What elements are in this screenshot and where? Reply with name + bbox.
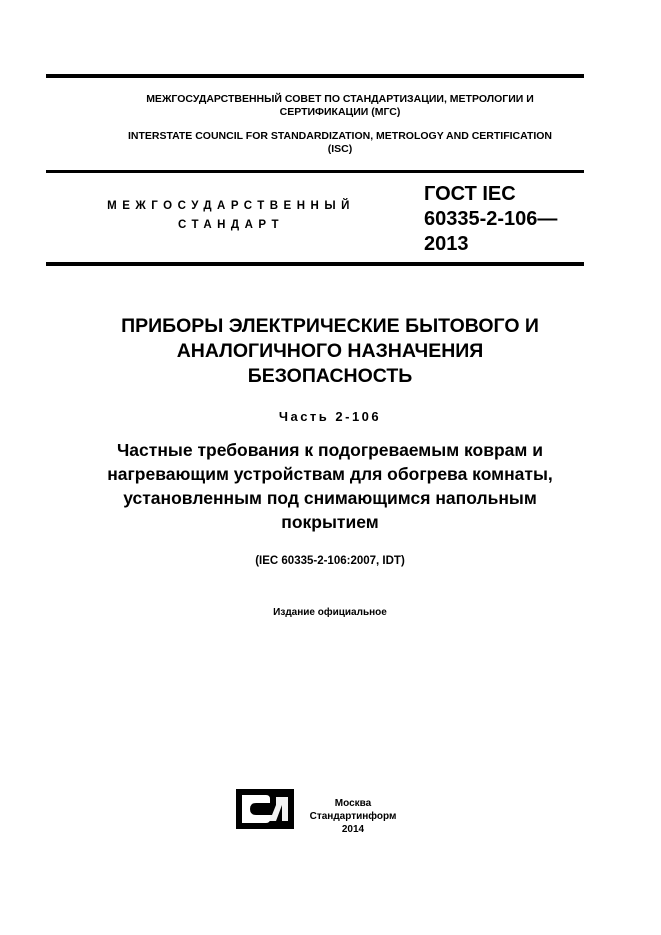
standard-label-line1: МЕЖГОСУДАРСТВЕННЫЙ [107,200,355,212]
council-en-line1: INTERSTATE COUNCIL FOR STANDARDIZATION, METROLOGY AND CERTIFICATION [127,130,553,142]
edition-note: Издание официальное [273,607,387,618]
gost-line1: ГОСТ IEC [424,183,516,205]
gost-line3: 2013 [424,233,469,255]
subtitle-line3: установленным под снимающимся напольным [123,488,537,508]
bottom-rule [46,262,584,266]
subtitle-line2: нагревающим устройствам для обогрева комнаты, [107,464,553,484]
gost-designation [424,182,594,257]
subtitle-line1: Частные требования к подогреваемым коврам и [117,440,543,460]
title-line3: БЕЗОПАСНОСТЬ [247,365,413,387]
council-name-ru [90,93,590,119]
publisher-city: Москва [334,798,372,809]
standard-type-label [96,197,366,235]
iec-reference: (IEC 60335-2-106:2007, IDT) [255,555,405,567]
council-en-line2: (ISC) [327,143,353,155]
publisher-name: Стандартинформ [309,811,397,822]
document-title [40,314,620,389]
title-line1: ПРИБОРЫ ЭЛЕКТРИЧЕСКИЕ БЫТОВОГО И [121,315,539,337]
part-number: Часть 2-106 [278,409,382,424]
council-name-en [90,130,590,156]
subtitle-line4: покрытием [281,512,379,532]
council-ru-line1: МЕЖГОСУДАРСТВЕННЫЙ СОВЕТ ПО СТАНДАРТИЗАЦИИ, МЕТРОЛОГИИ И [146,93,534,105]
document-subtitle [40,438,620,534]
publisher-year: 2014 [341,824,365,835]
gost-line2: 60335-2-106— [424,208,558,230]
top-rule [46,74,584,78]
council-ru-line2: СЕРТИФИКАЦИИ (МГС) [279,106,401,118]
standard-label-line2: СТАНДАРТ [178,219,284,231]
middle-rule [46,170,584,173]
publisher-block [298,797,408,836]
standartinform-logo-icon [236,789,294,829]
title-line2: АНАЛОГИЧНОГО НАЗНАЧЕНИЯ [176,340,484,362]
